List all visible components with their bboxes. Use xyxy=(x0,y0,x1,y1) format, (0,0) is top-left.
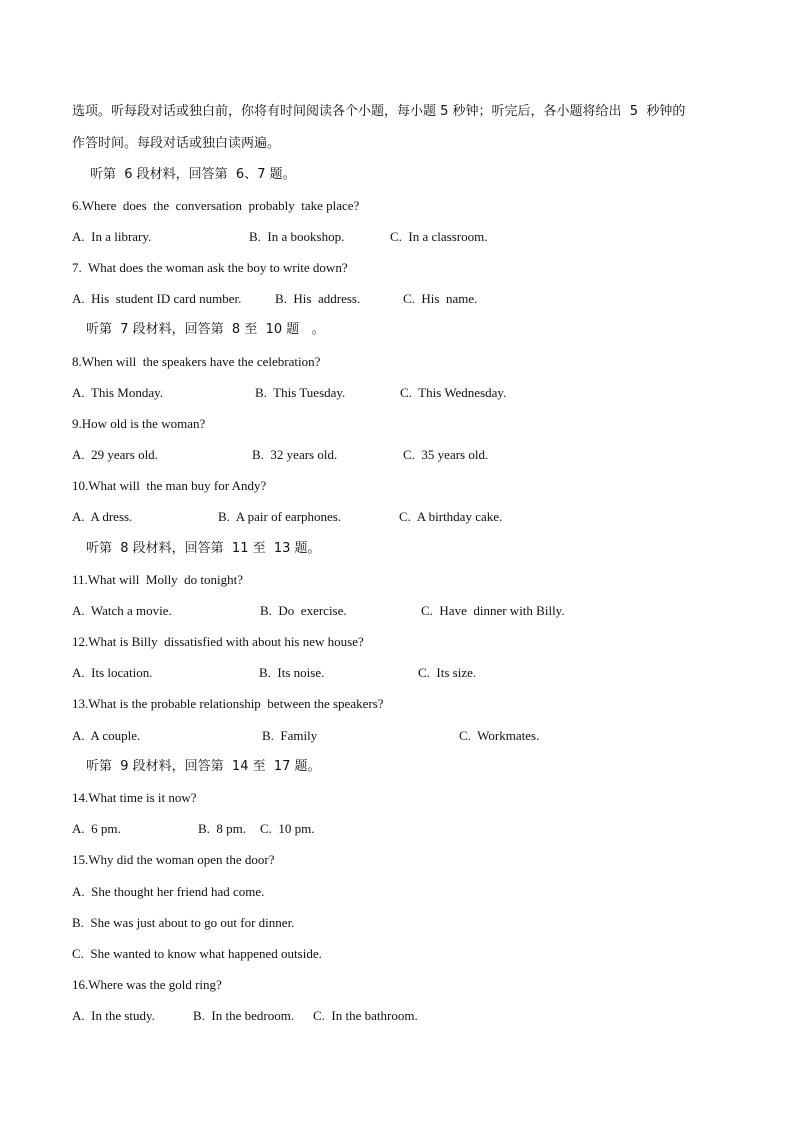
option-13-b: B. Family xyxy=(262,728,318,743)
question-10: 10.What will the man buy for Andy? xyxy=(72,478,267,493)
option-6-c: C. In a classroom. xyxy=(390,229,488,244)
option-16-a: A. In the study. xyxy=(72,1008,155,1023)
section-heading-7: 听第 7 段材料，回答第 8 至 10 题 。 xyxy=(86,322,325,337)
section-heading-8: 听第 8 段材料，回答第 11 至 13 题。 xyxy=(86,541,321,556)
question-9: 9.How old is the woman? xyxy=(72,416,206,431)
instructions-line-1: 选项。听每段对话或独白前，你将有时间阅读各个小题，每小题 5 秒钟；听完后，各小题将给出 5 秒钟的 xyxy=(72,104,686,119)
option-11-b: B. Do exercise. xyxy=(260,603,347,618)
option-10-a: A. A dress. xyxy=(72,509,133,524)
option-10-b: B. A pair of earphones. xyxy=(218,509,342,524)
question-13: 13.What is the probable relationship between the speakers? xyxy=(72,696,384,711)
question-15: 15.Why did the woman open the door? xyxy=(72,852,275,867)
option-13-c: C. Workmates. xyxy=(459,728,540,743)
option-8-a: A. This Monday. xyxy=(72,385,163,400)
option-14-c: C. 10 pm. xyxy=(260,821,315,836)
option-7-c: C. His name. xyxy=(403,291,478,306)
option-6-b: B. In a bookshop. xyxy=(249,229,345,244)
question-6: 6.Where does the conversation probably take place? xyxy=(72,198,360,213)
option-15-b: B. She was just about to go out for dinner. xyxy=(72,915,295,930)
option-10-c: C. A birthday cake. xyxy=(399,509,503,524)
option-15-c: C. She wanted to know what happened outside. xyxy=(72,946,322,961)
question-7: 7. What does the woman ask the boy to write down? xyxy=(72,260,348,275)
option-6-a: A. In a library. xyxy=(72,229,152,244)
option-9-a: A. 29 years old. xyxy=(72,447,158,462)
option-9-c: C. 35 years old. xyxy=(403,447,489,462)
option-8-c: C. This Wednesday. xyxy=(400,385,507,400)
option-14-b: B. 8 pm. xyxy=(198,821,247,836)
option-7-b: B. His address. xyxy=(275,291,361,306)
option-12-c: C. Its size. xyxy=(418,665,477,680)
option-13-a: A. A couple. xyxy=(72,728,141,743)
section-heading-6: 听第 6 段材料，回答第 6、7 题。 xyxy=(90,167,296,182)
question-16: 16.Where was the gold ring? xyxy=(72,977,222,992)
option-7-a: A. His student ID card number. xyxy=(72,291,242,306)
option-14-a: A. 6 pm. xyxy=(72,821,121,836)
option-16-b: B. In the bedroom. xyxy=(193,1008,295,1023)
option-8-b: B. This Tuesday. xyxy=(255,385,346,400)
option-11-a: A. Watch a movie. xyxy=(72,603,172,618)
option-16-c: C. In the bathroom. xyxy=(313,1008,418,1023)
option-11-c: C. Have dinner with Billy. xyxy=(421,603,565,618)
option-9-b: B. 32 years old. xyxy=(252,447,338,462)
option-12-b: B. Its noise. xyxy=(259,665,325,680)
question-8: 8.When will the speakers have the celebration? xyxy=(72,354,321,369)
instructions-line-2: 作答时间。每段对话或独白读两遍。 xyxy=(72,136,281,151)
question-12: 12.What is Billy dissatisfied with about his new house? xyxy=(72,634,364,649)
question-11: 11.What will Molly do tonight? xyxy=(72,572,244,587)
option-12-a: A. Its location. xyxy=(72,665,153,680)
question-14: 14.What time is it now? xyxy=(72,790,197,805)
section-heading-9: 听第 9 段材料，回答第 14 至 17 题。 xyxy=(86,759,321,774)
option-15-a: A. She thought her friend had come. xyxy=(72,884,265,899)
